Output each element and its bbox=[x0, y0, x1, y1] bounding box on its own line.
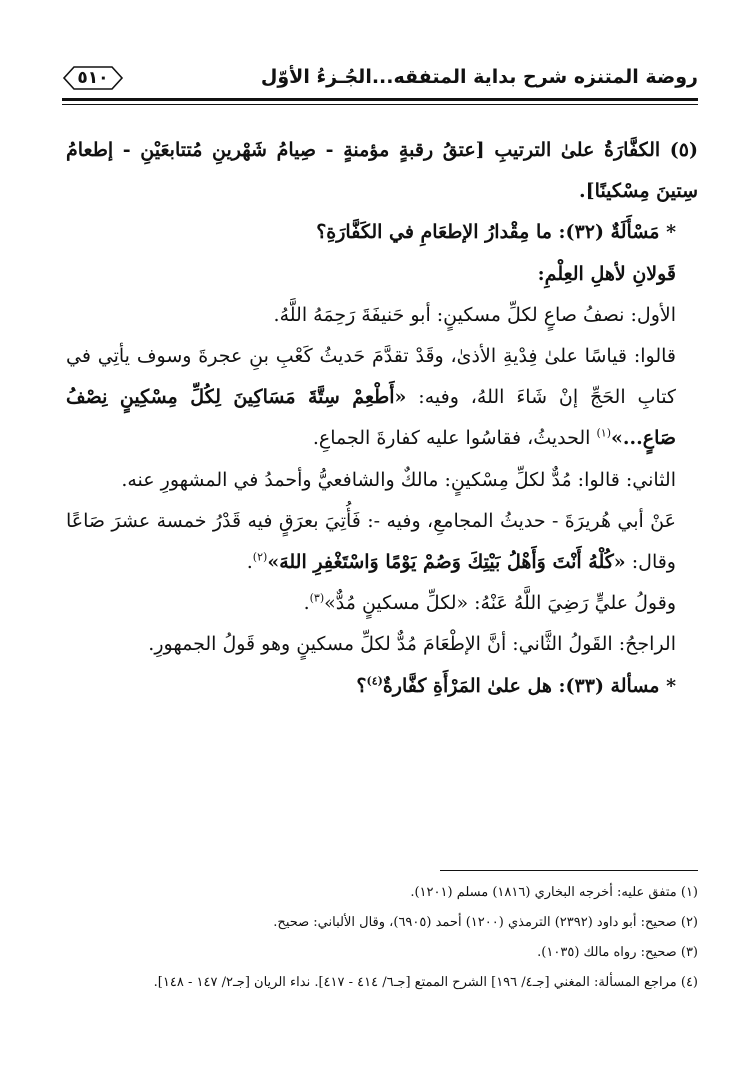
issue-33-heading bbox=[66, 666, 698, 707]
header-rule-thin bbox=[62, 104, 698, 105]
footnote-ref: (٢) bbox=[252, 550, 268, 564]
footnote-ref: (٤) bbox=[366, 674, 383, 688]
paragraph-text: الراجحُ: القَولُ الثَّاني: أنَّ الإطْعَامَ مُدٌّ لكلِّ مسكينٍ وهو قَولُ الجمهورِ. bbox=[148, 633, 676, 656]
preferred-opinion bbox=[66, 624, 698, 665]
hadith-quote: «كُلْهُ أَنْتَ وَأَهْلُ بَيْتِكَ وَصُمْ يَوْمًا وَاسْتَغْفِرِ اللهَ» bbox=[267, 551, 626, 574]
heading-text: قَولانِ لأهلِ العِلْمِ: bbox=[537, 262, 676, 285]
footnote-separator bbox=[440, 870, 698, 871]
page-number: ٥١٠ bbox=[77, 68, 109, 88]
footnotes bbox=[66, 878, 698, 998]
paragraph-text: عَنْ أبي هُريرَةَ - حديثُ المجامعِ، وفيه -: فَأُتِيَ بعرَقٍ فيه قَدْرُ خمسة عشرَ صَاعًا وقال: bbox=[66, 509, 676, 574]
paragraph-text: الأول: نصفُ صاعٍ لكلِّ مسكينٍ: أبو حَنيفَةَ رَحِمَهُ اللَّهُ. bbox=[273, 303, 676, 326]
first-opinion bbox=[66, 295, 698, 336]
first-opinion-evidence bbox=[66, 336, 698, 460]
running-title: روضة المتنزه شرح بداية المتفقه...الجُـزءُ الأوّل bbox=[260, 66, 698, 88]
paragraph-text: الثاني: قالوا: مُدٌّ لكلِّ مِسْكينٍ: مالكٌ والشافعيُّ وأحمدُ في المشهورِ عنه. bbox=[121, 468, 676, 491]
paragraph-expiation-order bbox=[66, 130, 698, 212]
page-number-badge bbox=[62, 65, 124, 91]
footnote-3: (٣) صحيح: رواه مالك (١٠٣٥). bbox=[537, 945, 698, 960]
paragraph-text: قالوا: قياسًا علىٰ فِدْيةِ الأذىٰ، وقَدْ تقدَّمَ حَديثُ كَعْبِ بنِ عجرةَ وسوف يأتِي في كتابِ الحَجِّ إنْ شَاءَ اللهُ، وفيه: bbox=[66, 345, 676, 409]
abu-hurayra-hadith: عَنْ أبي هُريرَةَ - حديثُ المجامعِ، وفيه -: فَأُتِيَ بعرَقٍ فيه قَدْرُ خمسة عشرَ صَاعًا وقال: «كُلْهُ أَنْتَ وَأَهْلُ بَيْتِكَ وَصُمْ يَوْمًا وَاسْتَغْفِرِ اللهَ»$^{(٢)}$. bbox=[66, 509, 676, 574]
page-body bbox=[66, 130, 698, 707]
paragraph-text: الحديثُ، فقاسُوا عليه كفارةَ الجماعِ. bbox=[312, 427, 597, 450]
footnote-ref: (٣) bbox=[309, 591, 325, 605]
two-opinions-heading bbox=[66, 254, 698, 295]
hadith-quote: «أَطْعِمْ سِتَّةَ مَسَاكِينَ لِكُلِّ مِسْكِينٍ نِصْفُ صَاعٍ...» bbox=[66, 386, 676, 450]
paragraph-text: (٥) الكفَّارَةُ علىٰ الترتيبِ [عتقُ رقبةٍ مؤمنةٍ - صِيامُ شَهْرينِ مُتتابعَيْنِ - إطعامُ سِتينَ مِسْكينًا]. bbox=[66, 139, 698, 203]
footnote-2: (٢) صحيح: أبو داود (٢٣٩٢) الترمذي (١٢٠٠) أحمد (٦٩٠٥)، وقال الألباني: صحيح. bbox=[273, 915, 698, 930]
second-opinion bbox=[66, 460, 698, 501]
paragraph-text: وقولُ عليٍّ رَضِيَ اللَّهُ عَنْهُ: «لكلِّ مسكينٍ مُدٌّ» bbox=[324, 592, 676, 615]
header-rule bbox=[62, 98, 698, 101]
footnote-4: (٤) مراجع المسألة: المغني [جـ٤/ ١٩٦] الشرح الممتع [جـ٦/ ٤١٤ - ٤١٧]. نداء الريان [جـ٢/ ١٤٧ - ١٤٨]. bbox=[153, 975, 698, 990]
heading-text: * مَسْأَلَةٌ (٣٢): ما مِقْدارُ الإطعَامِ في الكَفَّارَةِ؟ bbox=[316, 221, 676, 244]
footnote-ref: (١) bbox=[596, 427, 612, 441]
heading-text: ؟ bbox=[356, 674, 367, 697]
heading-text: * مسألة (٣٣): هل علىٰ المَرْأَةِ كفَّارةٌ bbox=[382, 674, 676, 697]
issue-32-heading bbox=[66, 212, 698, 253]
page-header bbox=[62, 62, 698, 106]
ali-saying: وقولُ عليٍّ رَضِيَ اللَّهُ عَنْهُ: «لكلِّ مسكينٍ مُدٌّ»$^{(٣)}$. bbox=[303, 591, 676, 615]
footnote-1: (١) متفق عليه: أخرجه البخاري (١٨١٦) مسلم (١٢٠١). bbox=[410, 885, 698, 900]
